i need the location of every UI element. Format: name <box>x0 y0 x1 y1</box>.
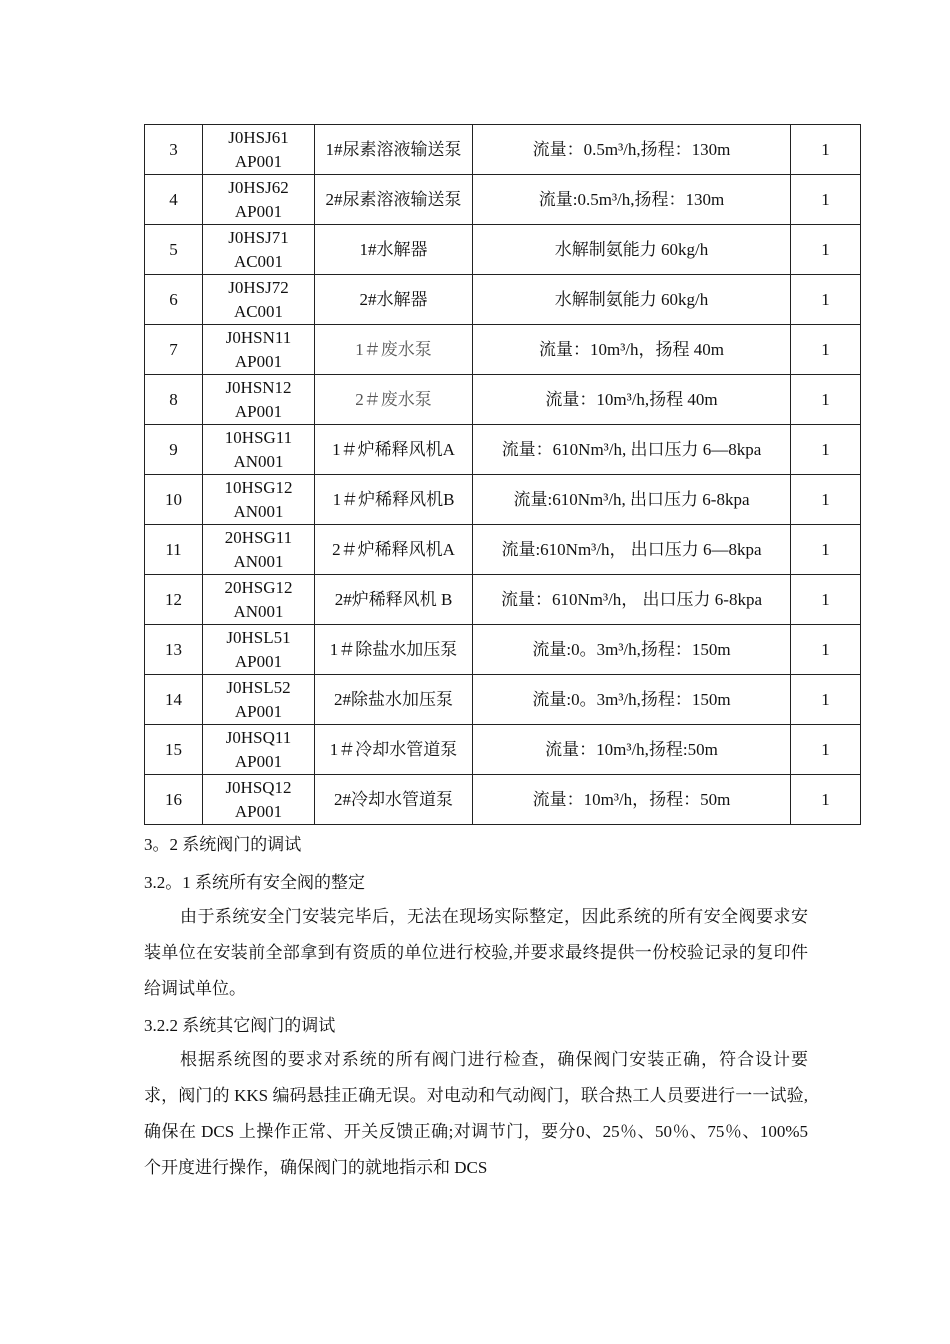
cell-specification: 流量:610Nm³/h, 出口压力 6-8kpa <box>473 475 791 525</box>
cell-number: 12 <box>145 575 203 625</box>
cell-specification: 流量：0.5m³/h,扬程：130m <box>473 125 791 175</box>
cell-equipment-name: 1＃炉稀释风机A <box>315 425 473 475</box>
cell-specification: 流量：610Nm³/h， 出口压力 6-8kpa <box>473 575 791 625</box>
cell-quantity: 1 <box>791 375 861 425</box>
table-row <box>145 325 861 375</box>
cell-number: 4 <box>145 175 203 225</box>
cell-quantity: 1 <box>791 425 861 475</box>
table-row <box>145 625 861 675</box>
cell-quantity: 1 <box>791 225 861 275</box>
cell-quantity: 1 <box>791 475 861 525</box>
table-row <box>145 375 861 425</box>
cell-specification: 流量：10m³/h，扬程：50m <box>473 775 791 825</box>
cell-specification: 流量：610Nm³/h, 出口压力 6—8kpa <box>473 425 791 475</box>
cell-specification: 流量：10m³/h,扬程:50m <box>473 725 791 775</box>
cell-number: 16 <box>145 775 203 825</box>
cell-kks-code: J0HSL51 AP001 <box>203 625 315 675</box>
cell-specification: 流量:0.5m³/h,扬程：130m <box>473 175 791 225</box>
table-row <box>145 525 861 575</box>
cell-specification: 流量:610Nm³/h， 出口压力 6—8kpa <box>473 525 791 575</box>
cell-equipment-name: 1＃除盐水加压泵 <box>315 625 473 675</box>
cell-kks-code: J0HSL52 AP001 <box>203 675 315 725</box>
subsection-heading-3-2-1: 3.2。1 系统所有安全阀的整定 <box>144 873 365 892</box>
cell-specification: 水解制氨能力 60kg/h <box>473 225 791 275</box>
cell-quantity: 1 <box>791 125 861 175</box>
cell-number: 13 <box>145 625 203 675</box>
cell-specification: 流量：10m³/h,扬程 40m <box>473 375 791 425</box>
table-row <box>145 675 861 725</box>
cell-quantity: 1 <box>791 775 861 825</box>
table-row <box>145 725 861 775</box>
cell-kks-code: J0HSQ12 AP001 <box>203 775 315 825</box>
equipment-table-body <box>145 125 861 825</box>
cell-number: 3 <box>145 125 203 175</box>
cell-equipment-name: 2＃废水泵 <box>315 375 473 425</box>
table-row <box>145 225 861 275</box>
cell-equipment-name: 2#水解器 <box>315 275 473 325</box>
cell-quantity: 1 <box>791 525 861 575</box>
equipment-table <box>144 124 861 825</box>
cell-number: 11 <box>145 525 203 575</box>
cell-kks-code: 10HSG11 AN001 <box>203 425 315 475</box>
cell-quantity: 1 <box>791 625 861 675</box>
paragraph-safety-valves: 由于系统安全门安装完毕后，无法在现场实际整定，因此系统的所有安全阀要求安装单位在安装前全部拿到有资质的单位进行校验,并要求最终提供一份校验记录的复印件给调试单位。 <box>144 907 808 998</box>
table-row <box>145 275 861 325</box>
cell-kks-code: J0HSJ61 AP001 <box>203 125 315 175</box>
cell-equipment-name: 2#冷却水管道泵 <box>315 775 473 825</box>
cell-equipment-name: 1#尿素溶液输送泵 <box>315 125 473 175</box>
cell-number: 10 <box>145 475 203 525</box>
section-heading-3-2: 3。2 系统阀门的调试 <box>144 835 302 854</box>
cell-equipment-name: 2＃炉稀释风机A <box>315 525 473 575</box>
table-row <box>145 175 861 225</box>
cell-quantity: 1 <box>791 325 861 375</box>
table-row <box>145 475 861 525</box>
cell-equipment-name: 2#炉稀释风机 B <box>315 575 473 625</box>
cell-number: 15 <box>145 725 203 775</box>
cell-specification: 流量:0。3m³/h,扬程：150m <box>473 625 791 675</box>
cell-kks-code: J0HSN11 AP001 <box>203 325 315 375</box>
cell-kks-code: 20HSG12 AN001 <box>203 575 315 625</box>
table-row <box>145 425 861 475</box>
cell-number: 5 <box>145 225 203 275</box>
table-row <box>145 125 861 175</box>
cell-number: 6 <box>145 275 203 325</box>
cell-kks-code: J0HSN12 AP001 <box>203 375 315 425</box>
cell-equipment-name: 1＃冷却水管道泵 <box>315 725 473 775</box>
cell-specification: 水解制氨能力 60kg/h <box>473 275 791 325</box>
cell-equipment-name: 1＃废水泵 <box>315 325 473 375</box>
cell-kks-code: J0HSJ62 AP001 <box>203 175 315 225</box>
cell-specification: 流量：10m³/h，扬程 40m <box>473 325 791 375</box>
cell-equipment-name: 1＃炉稀释风机B <box>315 475 473 525</box>
cell-kks-code: 10HSG12 AN001 <box>203 475 315 525</box>
cell-number: 14 <box>145 675 203 725</box>
paragraph-other-valves: 根据系统图的要求对系统的所有阀门进行检查，确保阀门安装正确，符合设计要求，阀门的 KKS 编码悬挂正确无误。对电动和气动阀门，联合热工人员要进行一一试验,确保在 DCS 上操作正常、开关反馈正确;对调节门，要分0、25％、50％、75％、100%5 个开度进行操作，确保阀门的就地指示和 DCS <box>144 1050 808 1177</box>
cell-equipment-name: 2#尿素溶液输送泵 <box>315 175 473 225</box>
cell-quantity: 1 <box>791 575 861 625</box>
cell-quantity: 1 <box>791 675 861 725</box>
cell-number: 8 <box>145 375 203 425</box>
cell-quantity: 1 <box>791 275 861 325</box>
cell-kks-code: J0HSJ71 AC001 <box>203 225 315 275</box>
cell-quantity: 1 <box>791 175 861 225</box>
subsection-heading-3-2-2: 3.2.2 系统其它阀门的调试 <box>144 1016 336 1035</box>
cell-kks-code: 20HSG11 AN001 <box>203 525 315 575</box>
cell-number: 7 <box>145 325 203 375</box>
table-row <box>145 575 861 625</box>
cell-kks-code: J0HSQ11 AP001 <box>203 725 315 775</box>
cell-quantity: 1 <box>791 725 861 775</box>
table-row <box>145 775 861 825</box>
cell-number: 9 <box>145 425 203 475</box>
cell-kks-code: J0HSJ72 AC001 <box>203 275 315 325</box>
cell-specification: 流量:0。3m³/h,扬程：150m <box>473 675 791 725</box>
cell-equipment-name: 2#除盐水加压泵 <box>315 675 473 725</box>
cell-equipment-name: 1#水解器 <box>315 225 473 275</box>
